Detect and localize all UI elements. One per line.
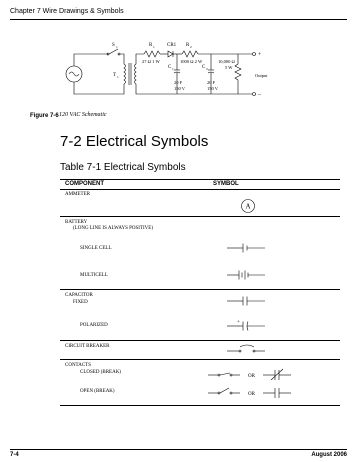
footer-rule: [10, 449, 347, 450]
open-contact-symbol: [208, 386, 298, 398]
label-c2-value1: 20 F: [207, 80, 216, 85]
row-capacitor-polarized: POLARIZED: [80, 323, 108, 328]
section-title: 7-2 Electrical Symbols: [60, 133, 209, 150]
or-label: OR: [248, 392, 255, 397]
label-t1: T: [113, 73, 117, 78]
figure-label: Figure 7-6: [30, 113, 59, 119]
resistor-r2-symbol: [182, 51, 198, 57]
or-label: OR: [248, 374, 255, 379]
page-number: 7-4: [10, 452, 19, 458]
row-rule: [60, 340, 340, 341]
row-battery: BATTERY: [65, 220, 88, 225]
label-cr1: CR1: [167, 43, 177, 48]
ammeter-symbol: [240, 198, 256, 214]
row-capacitor-fixed: FIXED: [73, 300, 88, 305]
multicell-symbol: [227, 270, 267, 280]
svg-text:2: 2: [190, 45, 192, 49]
battery-note: (LONG LINE IS ALWAYS POSITIVE): [73, 226, 153, 231]
footer-date: August 2006: [311, 452, 347, 458]
row-ammeter: AMMETER: [65, 192, 90, 197]
circuit-breaker-symbol: [227, 343, 267, 353]
label-c2: C: [202, 65, 206, 70]
label-c1-value1: 20 F: [174, 80, 183, 85]
row-multicell: MULTICELL: [80, 273, 108, 278]
schematic-diagram: [60, 38, 280, 110]
row-contacts-open: OPEN (BREAK): [80, 389, 115, 394]
label-load-value2: 5 W: [225, 65, 233, 70]
row-circuit-breaker: CIRCUIT BREAKER: [65, 344, 110, 349]
label-load-value1: 10,000 Ω: [218, 59, 235, 64]
label-r2: R: [186, 43, 190, 48]
resistor-r1-symbol: [144, 51, 160, 57]
svg-text:1: 1: [116, 45, 118, 49]
label-c2-value2: 150 V: [207, 86, 219, 91]
figure-caption: 120 VAC Schematic: [59, 112, 107, 118]
column-header-symbol: SYMBOL: [213, 181, 239, 187]
table-top-rule: [60, 179, 340, 180]
fixed-capacitor-symbol: [227, 296, 267, 306]
row-rule: [60, 216, 340, 217]
row-rule: [60, 359, 340, 360]
header-rule: [60, 189, 340, 190]
row-contacts-closed: CLOSED (BREAK): [80, 370, 121, 375]
svg-text:1: 1: [153, 45, 155, 49]
label-output: Output: [255, 73, 268, 78]
svg-text:2: 2: [206, 67, 208, 71]
label-r1: R: [149, 43, 153, 48]
column-header-component: COMPONENT: [65, 181, 104, 187]
header-rule: [10, 19, 347, 20]
label-output-plus: +: [258, 52, 262, 58]
row-rule: [60, 289, 340, 290]
polarized-capacitor-symbol: [227, 319, 267, 331]
page-header: Chapter 7 Wire Drawings & Symbols: [10, 8, 124, 15]
svg-text:1: 1: [172, 67, 174, 71]
table-bottom-rule: [60, 405, 340, 406]
label-c1: C: [168, 65, 172, 70]
diode-cr1-symbol: [168, 51, 173, 57]
label-r2-value: 1000 Ω 2 W: [180, 59, 203, 64]
svg-text:+: +: [237, 320, 240, 325]
label-output-minus: –: [258, 92, 261, 98]
row-capacitor: CAPACITOR: [65, 293, 93, 298]
transformer-t1-symbol: [124, 64, 126, 84]
svg-text:1: 1: [117, 75, 119, 79]
row-single-cell: SINGLE CELL: [80, 246, 112, 251]
table-title: Table 7-1 Electrical Symbols: [60, 162, 186, 173]
output-terminal-positive: [253, 53, 256, 56]
svg-text:A: A: [245, 202, 251, 211]
output-terminal-negative: [253, 93, 256, 96]
closed-contact-symbol: [208, 368, 298, 380]
label-s1: S: [112, 43, 115, 48]
label-c1-value2: 150 V: [174, 86, 186, 91]
label-r1-value: 27 Ω 1 W: [142, 59, 160, 64]
row-contacts: CONTACTS: [65, 363, 91, 368]
single-cell-symbol: [227, 243, 267, 253]
resistor-load-symbol: [235, 54, 241, 94]
